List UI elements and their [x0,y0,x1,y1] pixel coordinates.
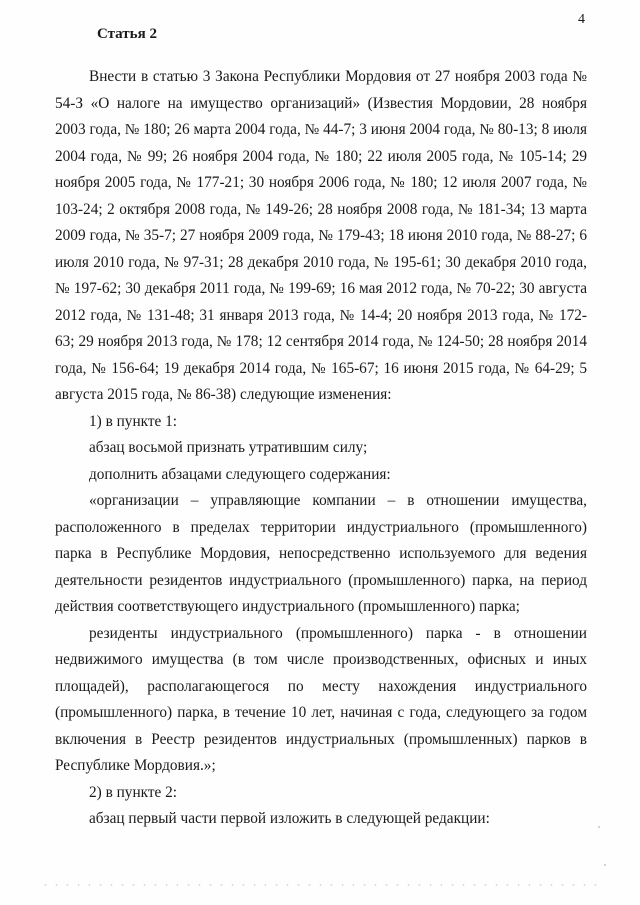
paragraph-new-wording: абзац первый части первой изложить в следующей редакции: [89,810,490,827]
page-number: 4 [578,12,585,27]
paragraph-point-2: 2) в пункте 2: [89,783,178,801]
paragraph-amendment-intro: Внести в статью 3 Закона Республики Мордовия от 27 ноября 2003 года № 54-З «О налоге на имущество организаций» (Известия Мордовии, 28 ноября 2003 года, № 180; 26 марта 2004 года, № 44-7; 3 июня 2004 года, № 80-13; 8 июля 2004 года, № 99; 26 ноября 2004 года, № 180; 22 июля 2005 года, № 105-14; 29 ноября 2005 года, № 177-21; 30 ноября 2006 года, № 180; 12 июля 2007 года, № 103-24; 2 октября 2008 года, № 149-26; 28 ноября 2008 года, № 181-34; 13 марта 2009 года, № 35-7; 27 ноября 2009 года, № 179-43; 18 июня 2010 года, № 88-27; 6 июля 2010 года, № 97-31; 28 декабря 2010 года, № 195-61; 30 декабря 2010 года, № 197-62; 30 декабря 2011 года, № 199-69; 16 мая 2012 года, № 70-22; 30 августа 2012 года, № 131-48; 31 января 2013 года, № 14-4; 20 ноября 2013 года, № 172-63; 29 ноября 2013 года, № 178; 12 сентября 2014 года, № 124-50; 28 ноября 2014 года, № 156-64; 19 декабря 2014 года, № 165-67; 16 июня 2015 года, № 64-29; 5 августа 2015 года, № 86-38) следующие изменения: [55,68,587,403]
scan-artifact [40,884,600,886]
scan-speck [598,826,600,828]
paragraph-management-companies: «организации – управляющие компании – в отношении имущества, расположенного в пределах территории индустриального (промышленного) парка в Республике Мордовия, непосредственно используемого для ведения деятельности резидентов индустриального (промышленного) парка, на период действия соответствующего индустриального (промышленного) парка; [55,492,587,615]
document-body [55,64,587,833]
paragraph-repeal: абзац восьмой признать утратившим силу; [89,439,368,456]
scan-speck [604,864,606,866]
paragraph-supplement: дополнить абзацами следующего содержания: [89,465,391,483]
paragraph-point-1: 1) в пункте 1: [89,412,178,430]
article-title: Статья 2 [97,26,157,42]
paragraph-park-residents: резиденты индустриального (промышленного) парка - в отношении недвижимого имущества (в том числе производственных, офисных и иных площадей), располагающегося по месту нахождения индустриального (промышленного) парка, в течение 10 лет, начиная с года, следующего за годом включения в Реестр резидентов индустриальных (промышленных) парков в Республике Мордовия.»; [55,624,587,774]
